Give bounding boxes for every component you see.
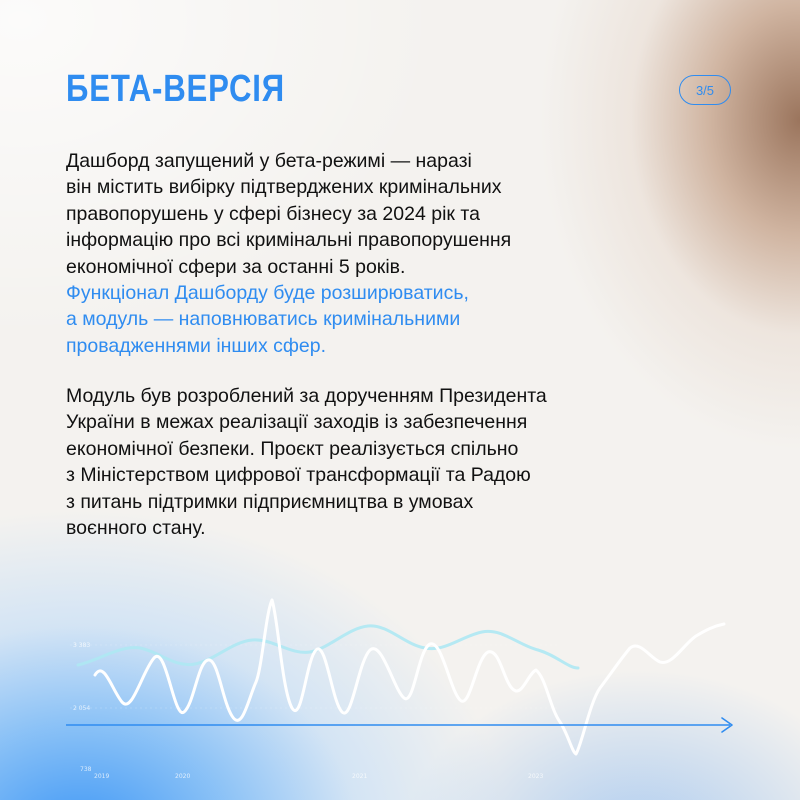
text-line: України в межах реалізації заходів із забезпечення (66, 411, 528, 434)
highlight-line: провадженнями інших сфер. (66, 334, 327, 357)
decorative-line-chart (0, 560, 800, 800)
y-axis-label: 738 (80, 766, 92, 773)
highlight-line: Функціонал Дашборду буде розширюватись, (66, 282, 469, 305)
text-line: правопорушень у сфері бізнесу за 2024 рік та (66, 202, 480, 225)
text-line: Модуль був розроблений за дорученням Президента (66, 385, 547, 407)
text-line: економічної безпеки. Проєкт реалізується спільно (66, 437, 519, 460)
text-line: економічної сфери за останні 5 років. (66, 255, 406, 278)
about-paragraph (66, 383, 706, 541)
x-axis-label: 2019 (94, 773, 110, 780)
y-axis-label: 3 383 (73, 642, 91, 649)
y-axis-label: 2 054 (73, 705, 91, 712)
page-indicator: 3/5 (679, 75, 731, 105)
page-title: БЕТА-ВЕРСІЯ (66, 68, 286, 110)
x-axis-label: 2023 (528, 773, 544, 780)
intro-paragraph (66, 148, 706, 359)
text-line: з Міністерством цифрової трансформації та Радою (66, 464, 531, 487)
x-axis-label: 2020 (175, 773, 191, 780)
highlight-line: а модуль — наповнюватись кримінальними (66, 308, 461, 331)
x-axis-label: 2021 (352, 773, 368, 780)
text-line: він містить вибірку підтверджених кримінальних (66, 176, 502, 199)
chart-series-white (95, 600, 724, 754)
text-line: воєнного стану. (66, 517, 206, 540)
text-line: з питань підтримки підприємництва в умовах (66, 490, 474, 513)
text-line: Дашборд запущений у бета-режимі — наразі (66, 150, 472, 172)
text-line: інформацію про всі кримінальні правопорушення (66, 229, 512, 252)
